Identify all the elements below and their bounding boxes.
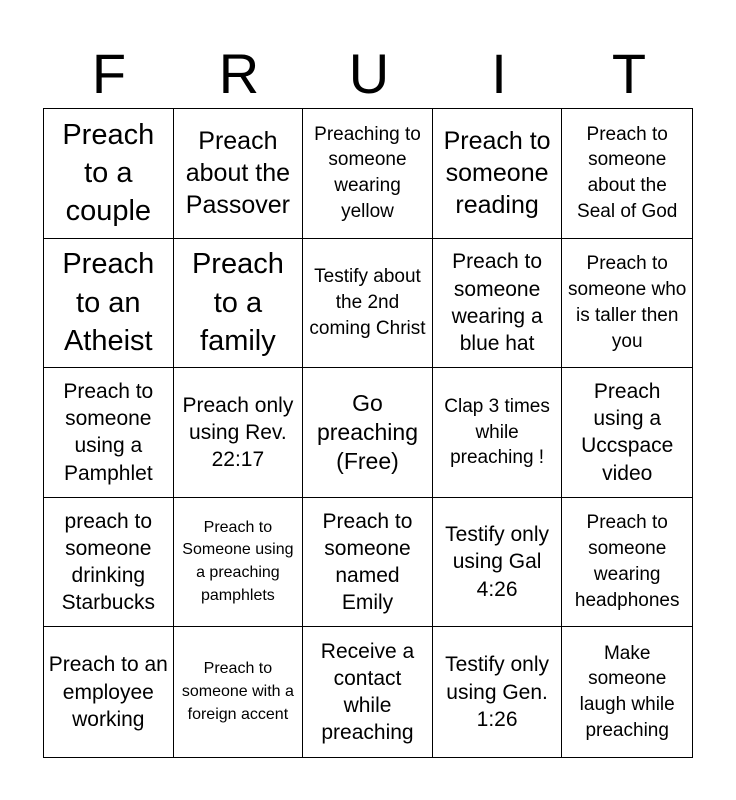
cell-text: Go preaching (Free) [316, 390, 418, 474]
cell-text: preach to someone drinking Starbucks [61, 509, 155, 615]
bingo-board [43, 108, 693, 758]
cell-text: Preaching to someone wearing yellow [314, 123, 421, 223]
cell-text: Preach about the Passover [185, 127, 291, 220]
bingo-cell[interactable] [562, 498, 692, 628]
header-letter-t: T [611, 42, 647, 105]
bingo-header [44, 42, 694, 106]
cell-text: Preach to someone who is taller then you [568, 253, 687, 352]
cell-text: Preach to someone about the Seal of God [577, 123, 678, 223]
header-letter-i: I [491, 42, 507, 105]
cell-text: Make someone laugh while preaching [579, 642, 675, 742]
bingo-cell[interactable] [44, 239, 174, 369]
bingo-cell[interactable] [174, 368, 304, 498]
cell-text: Preach to someone wearing a blue hat [451, 250, 543, 356]
bingo-cell[interactable] [303, 627, 433, 757]
bingo-cell[interactable] [44, 368, 174, 498]
header-letter-u: U [348, 42, 390, 105]
cell-text: Preach to someone with a foreign accent [181, 660, 294, 723]
bingo-cell[interactable] [44, 109, 174, 239]
header-letter-r: R [218, 42, 260, 105]
cell-text: Preach to someone named Emily [322, 509, 413, 615]
cell-text: Clap 3 times while preaching ! [444, 395, 550, 469]
bingo-cell[interactable] [174, 498, 304, 628]
bingo-cell[interactable] [433, 498, 563, 628]
bingo-cell[interactable] [433, 627, 563, 757]
header-letter-f: F [91, 42, 127, 105]
cell-text: Receive a contact while preaching [320, 639, 415, 745]
bingo-cell[interactable] [174, 109, 304, 239]
bingo-cell[interactable] [303, 498, 433, 628]
bingo-cell[interactable] [562, 239, 692, 369]
cell-text: Preach to someone wearing headphones [574, 512, 680, 611]
bingo-cell[interactable] [174, 239, 304, 369]
cell-text: Preach to a couple [62, 118, 155, 228]
cell-text: Preach only using Rev. 22:17 [182, 393, 294, 472]
bingo-cell[interactable] [433, 368, 563, 498]
bingo-cell[interactable] [303, 109, 433, 239]
cell-text: Preach to a family [191, 248, 284, 358]
bingo-cell[interactable] [174, 627, 304, 757]
cell-text: Preach to someone using a Pamphlet [63, 379, 154, 485]
bingo-cell[interactable] [433, 109, 563, 239]
cell-text: Preach to an Atheist [62, 248, 155, 358]
cell-text: Preach to someone reading [443, 127, 551, 220]
cell-text: Preach to an employee working [48, 653, 168, 731]
bingo-cell[interactable] [562, 627, 692, 757]
cell-text: Preach to Someone using a preaching pamphlets [182, 518, 294, 604]
cell-text: Testify only using Gen. 1:26 [445, 653, 550, 731]
bingo-cell[interactable] [433, 239, 563, 369]
bingo-cell[interactable] [562, 109, 692, 239]
bingo-cell[interactable] [303, 368, 433, 498]
bingo-cell[interactable] [44, 627, 174, 757]
bingo-cell[interactable] [303, 239, 433, 369]
cell-text: Testify only using Gal 4:26 [445, 523, 550, 601]
bingo-cell[interactable] [562, 368, 692, 498]
bingo-cell[interactable] [44, 498, 174, 628]
cell-text: Preach using a Uccspace video [581, 379, 674, 485]
cell-text: Testify about the 2nd coming Christ [309, 266, 426, 339]
